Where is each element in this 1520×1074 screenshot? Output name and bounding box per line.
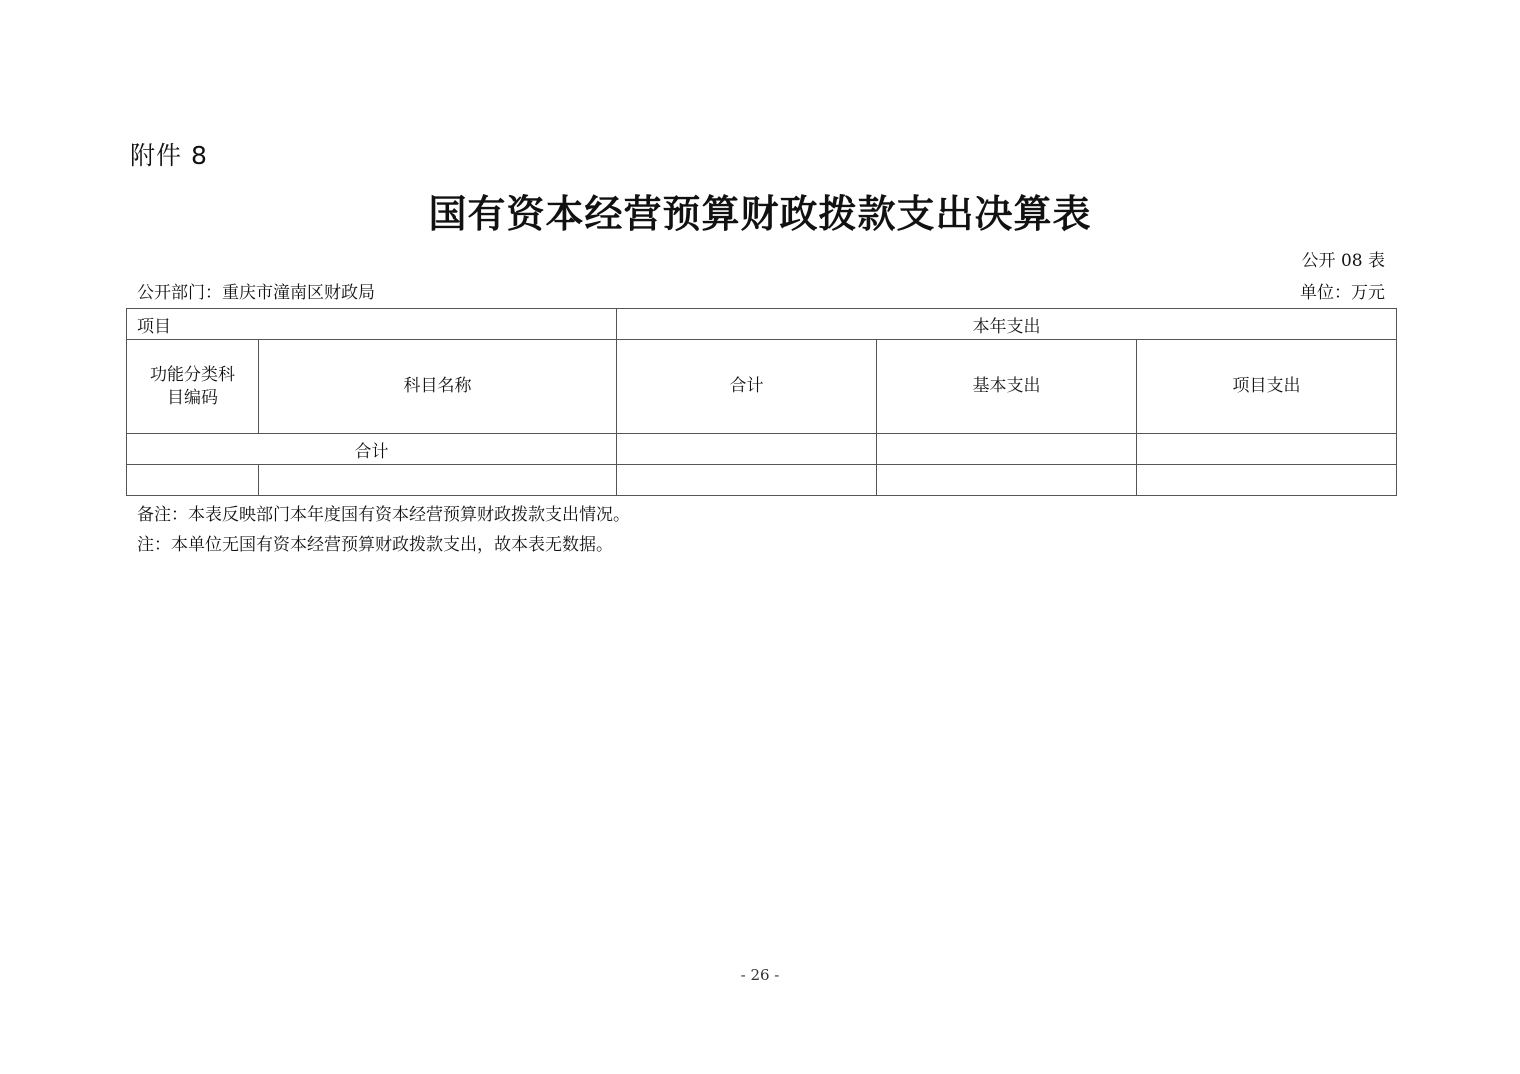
table-row <box>127 465 1397 496</box>
no-data-note: 注：本单位无国有资本经营预算财政拨款支出，故本表无数据。 <box>137 535 613 555</box>
remark-note: 备注：本表反映部门本年度国有资本经营预算财政拨款支出情况。 <box>137 505 630 525</box>
col-function-code <box>127 340 259 434</box>
attachment-label: 附件 8 <box>130 141 208 170</box>
col-subject-name: 科目名称 <box>259 340 617 434</box>
col-function-code-label: 功能分类科目编码 <box>150 364 235 408</box>
data-row-basic <box>877 465 1137 496</box>
table-header-row <box>127 309 1397 340</box>
data-row-code <box>127 465 259 496</box>
total-row <box>127 434 1397 465</box>
unit-line: 单位：万元 <box>1300 283 1385 303</box>
col-basic-expenditure: 基本支出 <box>877 340 1137 434</box>
table-number: 公开 08 表 <box>1301 251 1385 271</box>
data-row-total <box>617 465 877 496</box>
total-row-label: 合计 <box>127 434 617 465</box>
col-project-expenditure: 项目支出 <box>1137 340 1397 434</box>
col-total: 合计 <box>617 340 877 434</box>
document-title: 国有资本经营预算财政拨款支出决算表 <box>428 191 1092 236</box>
table-subheader-row <box>127 340 1397 434</box>
budget-table <box>126 308 1397 496</box>
data-row-name <box>259 465 617 496</box>
department-line: 公开部门：重庆市潼南区财政局 <box>137 283 375 303</box>
total-row-basic <box>877 434 1137 465</box>
page-number: - 26 - <box>740 966 780 984</box>
total-row-project <box>1137 434 1397 465</box>
total-row-total <box>617 434 877 465</box>
header-current-year-expenditure: 本年支出 <box>617 309 1397 340</box>
data-row-project <box>1137 465 1397 496</box>
header-project: 项目 <box>127 309 617 340</box>
